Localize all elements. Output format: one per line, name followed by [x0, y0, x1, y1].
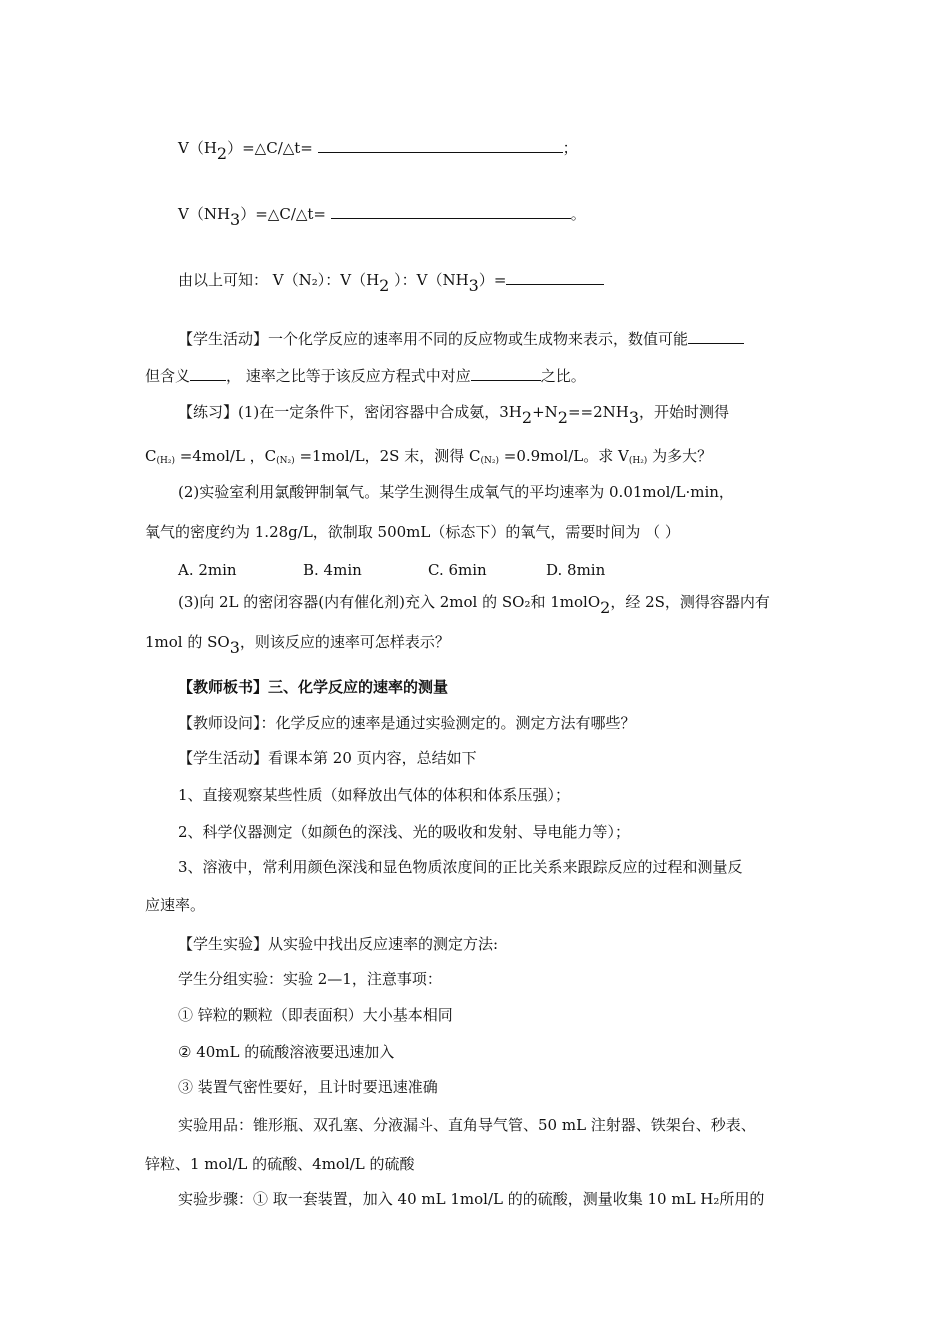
formula-nh3-subscript: 3	[230, 210, 241, 229]
practice-text-1a: 【练习】(1)在一定条件下，密闭容器中合成氨，3H	[178, 403, 522, 421]
practice-text-6a: 1mol 的 SO	[145, 633, 230, 651]
teacher-question: 【教师设问】：化学反应的速率是通过实验测定的。测定方法有哪些？	[178, 714, 636, 732]
formula-nh3	[178, 204, 586, 229]
practice-subscript-n2-b: (N₂)	[480, 456, 499, 466]
answer-blank-activity-1[interactable]	[688, 329, 744, 344]
practice-line-4: 氧气的密度约为 1.28g/L，欲制取 500mL（标态下）的氧气，需要时间为 （ ）	[145, 523, 680, 541]
answer-blank-nh3[interactable]	[331, 204, 571, 219]
practice-subscript-h2: (H₂)	[156, 456, 175, 466]
answer-blank-ratio[interactable]	[506, 270, 604, 285]
ratio-text-b: ）：V（NH	[389, 271, 469, 289]
practice-text-2d: =0.9mol/L。求 V	[498, 447, 629, 465]
formula-nh3-prefix: V（NH	[178, 205, 231, 223]
experiment-note-1: ① 锌粒的颗粒（即表面积）大小基本相同	[178, 1006, 453, 1024]
ratio-text-c: ）=	[478, 271, 507, 289]
method-item-3: 3、溶液中，常利用颜色深浅和显色物质浓度间的正比关系来跟踪反应的过程和测量反	[178, 858, 743, 876]
practice-subscript-n2: (N₂)	[276, 456, 295, 466]
practice-line-6	[145, 632, 450, 657]
practice-text-2e: 为多大？	[647, 447, 713, 465]
practice-subscript-h2-b: (H₂)	[628, 456, 648, 466]
method-item-2: 2、科学仪器测定（如颜色的深浅、光的吸收和发射、导电能力等）；	[178, 823, 631, 841]
ratio-text-a: 由以上可知： V（N₂）：V（H	[178, 271, 380, 289]
activity-text-2c: 之比。	[540, 367, 586, 385]
practice-subscript-3: 3	[628, 408, 640, 427]
formula-h2-subscript: 2	[216, 144, 228, 163]
formula-h2	[178, 138, 578, 163]
experiment-group: 学生分组实验：实验 2—1，注意事项：	[178, 970, 442, 988]
activity-text-2b: ， 速率之比等于该反应方程式中对应	[226, 367, 471, 385]
option-a[interactable]: A. 2min	[178, 561, 237, 579]
practice-subscript-2: 2	[557, 408, 568, 427]
formula-nh3-text: ）=△C/△t=	[240, 205, 331, 223]
formula-h2-text: ）=△C/△t=	[227, 139, 318, 157]
formula-h2-end: ；	[562, 139, 578, 157]
practice-text-6b: ，则该反应的速率可怎样表示？	[239, 633, 450, 651]
practice-text-2b: =4mol/L ，C	[174, 447, 277, 465]
answer-blank-h2[interactable]	[318, 138, 563, 153]
practice-text-2a: C	[145, 447, 157, 465]
practice-text-1d: ，开始时测得	[639, 403, 730, 421]
practice-text-5a: (3)向 2L 的密闭容器(内有催化剂)充入 2mol 的 SO₂和 1molO	[178, 593, 601, 611]
ratio-subscript-1: 2	[379, 276, 390, 295]
practice-subscript-o2: 2	[600, 598, 611, 617]
activity-line-1	[178, 329, 744, 349]
activity-text-1: 【学生活动】一个化学反应的速率用不同的反应物或生成物来表示，数值可能	[178, 330, 689, 348]
practice-text-1c: ==2NH	[567, 403, 629, 421]
section-heading: 【教师板书】三、化学反应的速率的测量	[178, 678, 449, 696]
experiment-note-2: ② 40mL 的硫酸溶液要迅速加入	[178, 1043, 395, 1061]
formula-h2-prefix: V（H	[178, 139, 217, 157]
option-b[interactable]: B. 4min	[303, 561, 362, 579]
practice-line-2	[145, 446, 712, 469]
answer-blank-activity-3[interactable]	[471, 366, 541, 381]
activity-text-2a: 但含义	[145, 367, 191, 385]
experiment-steps: 实验步骤：① 取一套装置，加入 40 mL 1mol/L 的的硫酸，测量收集 10 mL H₂所用的	[178, 1190, 765, 1208]
practice-subscript-so3: 3	[229, 638, 240, 657]
student-activity-summary: 【学生活动】看课本第 20 页内容，总结如下	[178, 749, 477, 767]
method-item-1: 1、直接观察某些性质（如释放出气体的体积和体系压强）；	[178, 786, 571, 804]
practice-subscript-1: 2	[521, 408, 533, 427]
method-item-3-cont: 应速率。	[145, 896, 206, 914]
experiment-supplies-1: 实验用品：锥形瓶、双孔塞、分液漏斗、直角导气管、50 mL 注射器、铁架台、秒表、	[178, 1116, 756, 1134]
practice-line-3: (2)实验室利用氯酸钾制氧气。某学生测得生成氧气的平均速率为 0.01mol/L·min，	[178, 483, 734, 501]
practice-line-1	[178, 402, 730, 427]
experiment-supplies-2: 锌粒、1 mol/L 的硫酸、4mol/L 的硫酸	[145, 1155, 415, 1173]
practice-text-1b: +N	[532, 403, 558, 421]
practice-text-5b: ，经 2S，测得容器内有	[610, 593, 770, 611]
option-c[interactable]: C. 6min	[428, 561, 487, 579]
experiment-title: 【学生实验】从实验中找出反应速率的测定方法:	[178, 935, 499, 953]
answer-blank-activity-2[interactable]	[190, 366, 226, 381]
option-d[interactable]: D. 8min	[546, 561, 606, 579]
activity-line-2	[145, 366, 586, 386]
formula-nh3-end: 。	[570, 205, 586, 223]
ratio-subscript-2: 3	[468, 276, 479, 295]
practice-line-5	[178, 592, 770, 617]
practice-text-2c: =1mol/L，2S 末，测得 C	[294, 447, 481, 465]
experiment-note-3: ③ 装置气密性要好，且计时要迅速准确	[178, 1078, 438, 1096]
formula-ratio	[178, 270, 604, 295]
